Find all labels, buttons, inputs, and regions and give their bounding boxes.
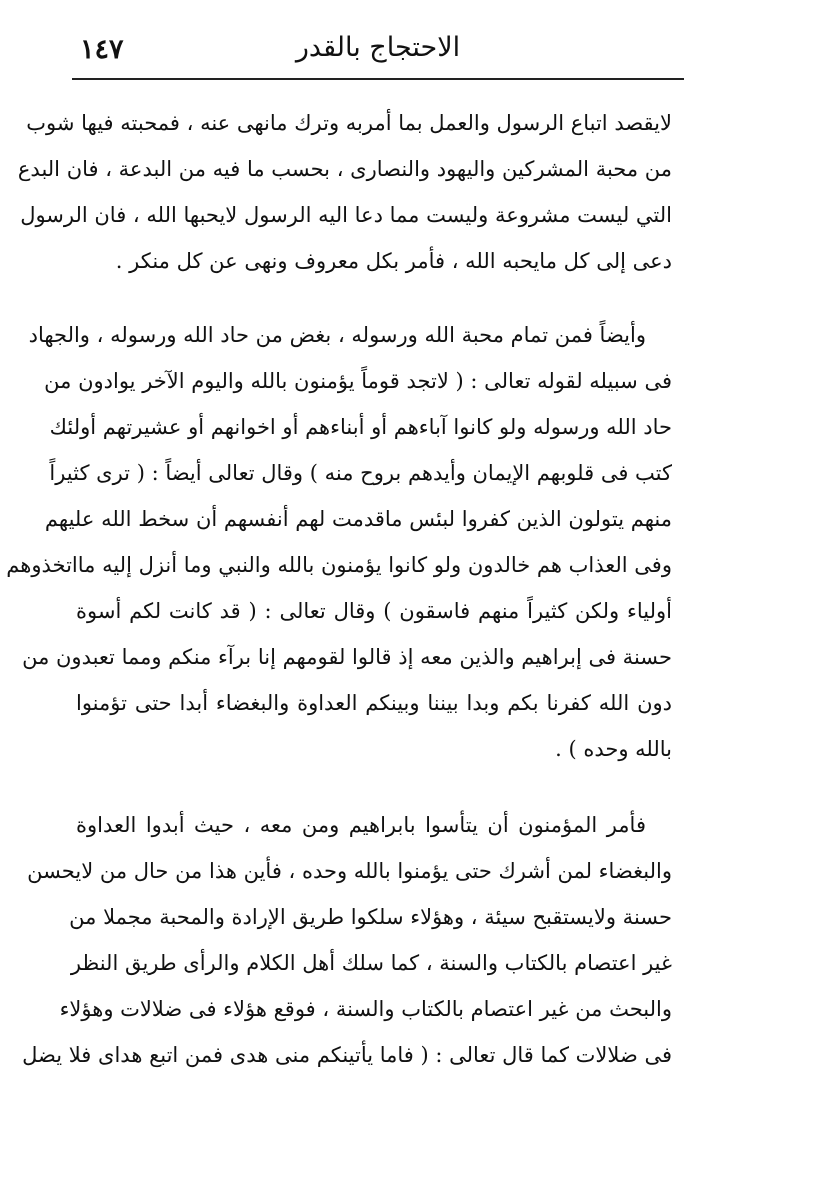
text-line: من محبة المشركين واليهود والنصارى ، بحسب ما فيه من البدعة ، فان البدع bbox=[17, 157, 672, 181]
text-line: حسنة فى إبراهيم والذين معه إذ قالوا لقومهم إنا برآء منكم ومما تعبدون من bbox=[22, 645, 672, 669]
running-title: الاحتجاج بالقدر bbox=[295, 32, 461, 63]
page-header bbox=[72, 22, 684, 72]
text-line: حاد الله ورسوله ولو كانوا آباءهم أو أبناءهم أو اخوانهم أو عشيرتهم أولئك bbox=[49, 415, 672, 439]
text-line: فى ضلالات كما قال تعالى : ( فاما يأتينكم منى هدى فمن اتبع هداى فلا يضل bbox=[22, 1043, 672, 1067]
text-line: وأيضاً فمن تمام محبة الله ورسوله ، بغض من حاد الله ورسوله ، والجهاد bbox=[28, 323, 646, 347]
text-line: فى سبيله لقوله تعالى : ( لاتجد قوماً يؤمنون بالله واليوم الآخر يوادون من bbox=[44, 369, 672, 393]
text-line: أولياء ولكن كثيراً منهم فاسقون ) وقال تعالى : ( قد كانت لكم أسوة bbox=[76, 599, 672, 623]
header-rule bbox=[72, 78, 684, 80]
text-line: دون الله كفرنا بكم وبدا بيننا وبينكم العداوة والبغضاء أبدا حتى تؤمنوا bbox=[76, 691, 672, 715]
text-line: وفى العذاب هم خالدون ولو كانوا يؤمنون بالله والنبي وما أنزل إليه مااتخذوهم bbox=[6, 553, 672, 577]
paragraph-1 bbox=[17, 100, 672, 284]
text-line: حسنة ولايستقبح سيئة ، وهؤلاء سلكوا طريق الإرادة والمحبة مجملا من bbox=[69, 905, 672, 929]
paragraph-3 bbox=[22, 802, 672, 1078]
text-line: فأمر المؤمنون أن يتأسوا بابراهيم ومن معه ، حيث أبدوا العداوة bbox=[76, 813, 646, 837]
text-line: دعى إلى كل مايحبه الله ، فأمر بكل معروف ونهى عن كل منكر . bbox=[115, 249, 672, 273]
text-line: منهم يتولون الذين كفروا لبئس ماقدمت لهم أنفسهم أن سخط الله عليهم bbox=[44, 507, 672, 531]
text-line: بالله وحده ) . bbox=[555, 737, 672, 761]
text-line: كتب فى قلوبهم الإيمان وأيدهم بروح منه ) وقال تعالى أيضاً : ( ترى كثيراً bbox=[49, 461, 672, 485]
page-number: ١٤٧ bbox=[80, 34, 124, 65]
text-line: غير اعتصام بالكتاب والسنة ، كما سلك أهل الكلام والرأى طريق النظر bbox=[70, 951, 672, 975]
text-line: والبغضاء لمن أشرك حتى يؤمنوا بالله وحده ، فأين هذا من حال من لايحسن bbox=[27, 859, 672, 883]
text-line: والبحث من غير اعتصام بالكتاب والسنة ، فوقع هؤلاء فى ضلالات وهؤلاء bbox=[59, 997, 672, 1021]
text-line: لايقصد اتباع الرسول والعمل بما أمربه وترك مانهى عنه ، فمحبته فيها شوب bbox=[26, 111, 672, 135]
page-body bbox=[6, 100, 672, 1078]
text-line: التي ليست مشروعة وليست مما دعا اليه الرسول لايحبها الله ، فان الرسول bbox=[20, 203, 672, 227]
paragraph-2 bbox=[6, 312, 672, 772]
